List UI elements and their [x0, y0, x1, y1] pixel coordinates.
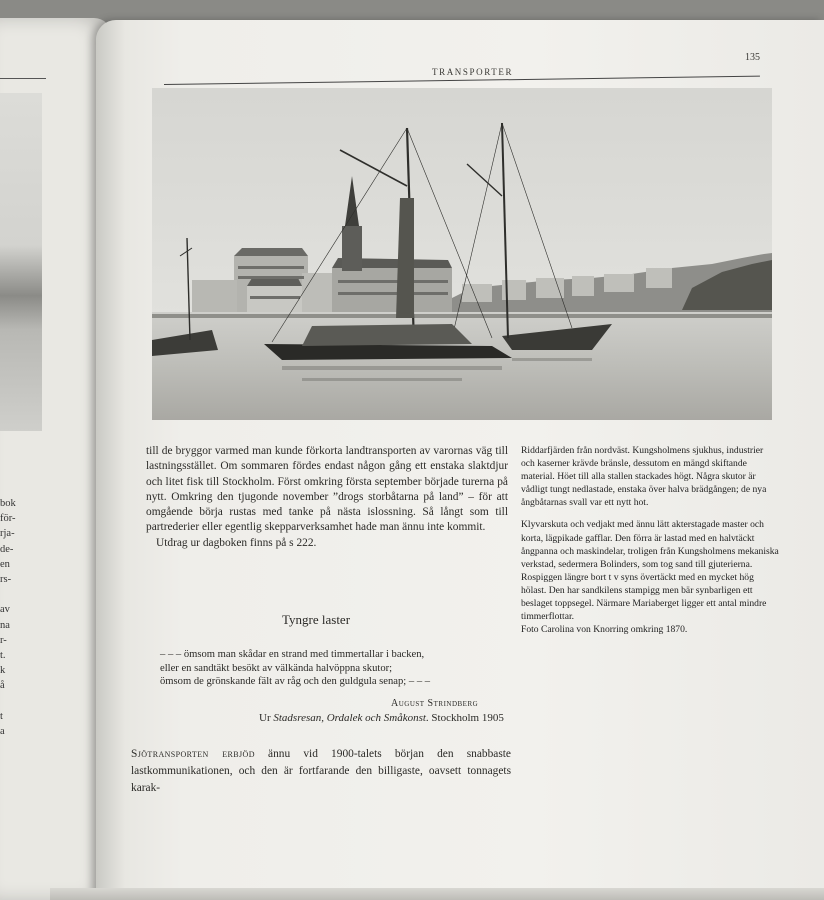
- running-head: TRANSPORTER: [432, 67, 514, 77]
- book-bottom-edge: [50, 888, 824, 900]
- body-paragraph: till de bryggor varmed man kunde förkorta landtransporten av varornas väg till lastningsstället. Om sommaren fördes endast någon gång ett enstaka slaktdjur och litet fisk till Stockholm. Först omkring första september började turerna på nytt. Omkring den tjugonde november ”drogs storbåtarna på land” – för att omgående börja rustas med tanke på nästa islossning. Så långt som till partrederier eller egentlig skepparverksamhet hade man ännu inte kommit.: [146, 445, 508, 534]
- quote-source: [259, 712, 504, 724]
- quote-author: August Strindberg: [391, 698, 479, 709]
- left-text-fragment: a: [0, 726, 5, 738]
- final-lead-in: Sjötransporten erbjöd: [131, 748, 255, 760]
- left-text-fragment: k: [0, 665, 6, 677]
- final-paragraph: [131, 746, 511, 797]
- left-header-rule: [0, 78, 46, 79]
- page-number: 135: [745, 52, 760, 63]
- left-page-text: [0, 496, 26, 739]
- left-text-fragment: för-: [0, 513, 16, 525]
- poem-line: eller en sandtäkt besökt av välkända halvöppna skutor;: [160, 662, 393, 674]
- left-text-fragment: å: [0, 680, 5, 692]
- left-page-photo: [0, 93, 42, 431]
- left-text-fragment: av: [0, 604, 10, 616]
- left-text-fragment: de-: [0, 543, 14, 555]
- left-text-fragment: [0, 694, 26, 709]
- body-reference: Utdrag ur dagboken finns på s 222.: [156, 536, 317, 549]
- final-text: ännu vid 1900-talets början den snabbaste lastkommunikationen, och den är fortfarande den billigaste, oavsett tonnagets karak-: [131, 748, 511, 794]
- harbor-photograph: [152, 88, 772, 420]
- left-text-fragment: rs-: [0, 574, 12, 586]
- source-suffix: . Stockholm 1905: [425, 712, 504, 724]
- caption-paragraph-1: Riddarfjärden från nordväst. Kungsholmens sjukhus, industrier och kaserner krävde bränsle, dessutom en mängd skiftande material. Höet till alla stallen stackades högt. Några skutor är vådligt tungt nedlastade, enstaka över halva brädgången; de nya ångbåtarnas svall var ett nytt hot.: [521, 445, 767, 509]
- left-text-fragment: [0, 587, 26, 602]
- left-text-fragment: rja-: [0, 528, 15, 540]
- left-text-fragment: bok: [0, 498, 16, 509]
- left-text-fragment: r-: [0, 634, 7, 646]
- poem-line: ömsom de grönskande fält av råg och den guldgula senap; – – –: [160, 676, 431, 688]
- caption-paragraph-2: Klyvarskuta och vedjakt med ännu lätt akterstagade master och korta, lägpikade gafflar. Den förra är lastad med en halvtäckt ångpanna och maskindelar, troligen från Kungsholmens mekaniska verkstad, sedermera Bolinders, som tog sand till gjuterierna. Rospiggen längre bort t v syns övertäckt med en mycket hög hölast. Den har sandkilens stampigg men bär synbarligen ett beslaget toppsegel. Närmare Mariaberget ligger ett antal mindre timmerflottar.: [521, 519, 779, 623]
- source-title: Stadsresan, Ordalek och Småkonst: [273, 712, 426, 724]
- caption-credit: Foto Carolina von Knorring omkring 1870.: [521, 624, 688, 636]
- left-text-fragment: t.: [0, 650, 6, 662]
- section-title: Tyngre laster: [282, 612, 351, 627]
- left-text-fragment: en: [0, 558, 10, 570]
- source-prefix: Ur: [259, 712, 274, 724]
- poem-quote: [160, 648, 500, 689]
- left-text-fragment: na: [0, 619, 10, 631]
- left-text-fragment: t: [0, 710, 3, 722]
- photo-caption: [521, 444, 779, 636]
- poem-line: – – – ömsom man skådar en strand med timmertallar i backen,: [160, 649, 425, 660]
- body-text: [146, 444, 508, 551]
